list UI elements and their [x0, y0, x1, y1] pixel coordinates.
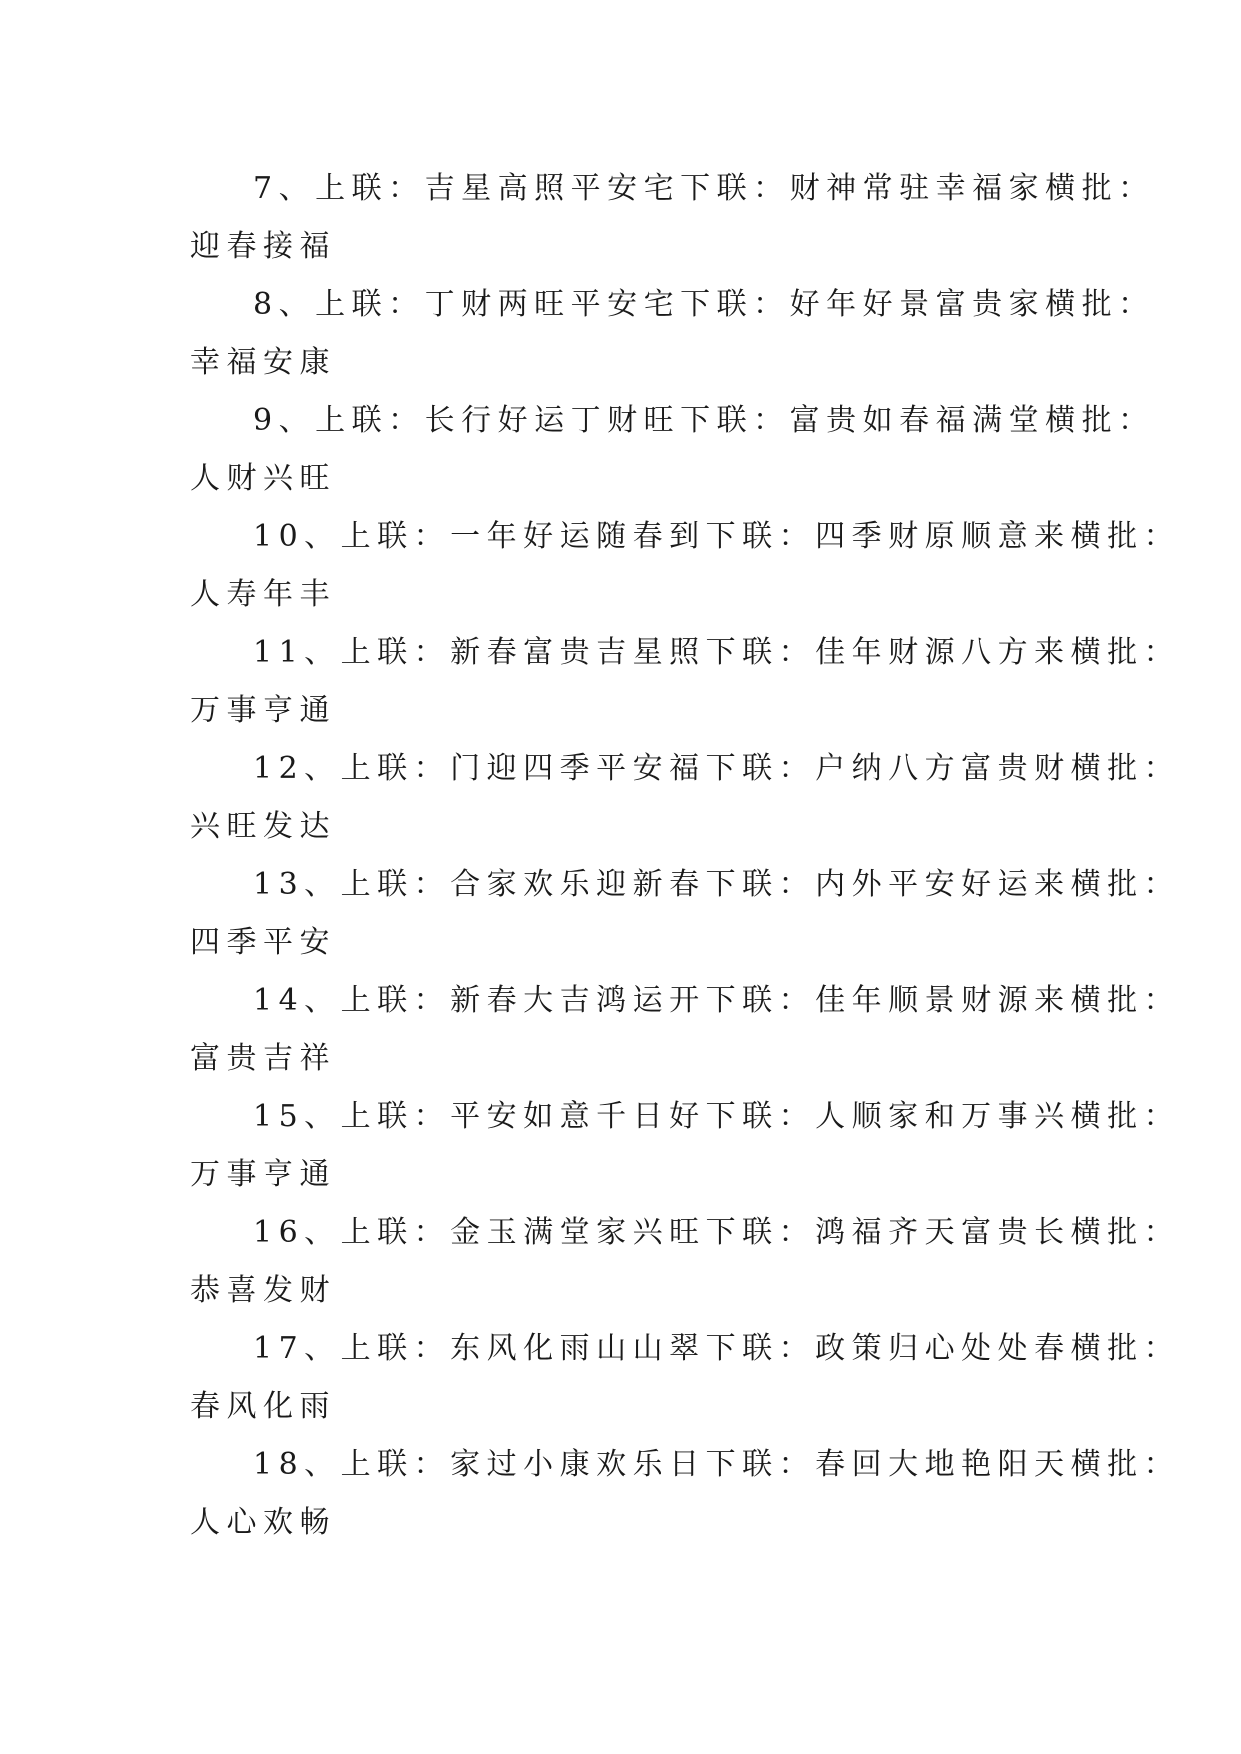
- couplet-horizontal-scroll: 兴旺发达: [190, 809, 336, 844]
- couplet-line: 14、上联：新春大吉鸿运开下联：佳年顺景财源来横批：: [253, 983, 1181, 1018]
- couplet-horizontal-scroll: 迎春接福: [190, 229, 336, 264]
- couplet-horizontal-scroll: 人心欢畅: [190, 1505, 336, 1540]
- couplet-horizontal-scroll: 富贵吉祥: [190, 1041, 336, 1076]
- couplet-line: 10、上联：一年好运随春到下联：四季财原顺意来横批：: [253, 519, 1181, 554]
- couplet-entry-11: [190, 624, 1181, 740]
- couplet-line: 16、上联：金玉满堂家兴旺下联：鸿福齐天富贵长横批：: [253, 1215, 1181, 1250]
- couplet-line: 11、上联：新春富贵吉星照下联：佳年财源八方来横批：: [253, 635, 1181, 670]
- couplet-entry-13: [190, 856, 1181, 972]
- couplet-entry-15: [190, 1088, 1181, 1204]
- couplet-entry-12: [190, 740, 1181, 856]
- couplet-horizontal-scroll: 恭喜发财: [190, 1273, 336, 1308]
- couplet-horizontal-scroll: 人财兴旺: [190, 461, 336, 496]
- couplet-line: 7、上联：吉星高照平安宅下联：财神常驻幸福家横批：: [253, 171, 1155, 206]
- couplet-horizontal-scroll: 四季平安: [190, 925, 336, 960]
- couplet-line: 8、上联：丁财两旺平安宅下联：好年好景富贵家横批：: [253, 287, 1155, 322]
- couplet-entry-14: [190, 972, 1181, 1088]
- couplet-entry-16: [190, 1204, 1181, 1320]
- couplet-horizontal-scroll: 万事亨通: [190, 693, 336, 728]
- couplet-horizontal-scroll: 万事亨通: [190, 1157, 336, 1192]
- couplet-entry-10: [190, 508, 1181, 624]
- couplet-line: 18、上联：家过小康欢乐日下联：春回大地艳阳天横批：: [253, 1447, 1181, 1482]
- couplet-line: 12、上联：门迎四季平安福下联：户纳八方富贵财横批：: [253, 751, 1181, 786]
- couplet-line: 17、上联：东风化雨山山翠下联：政策归心处处春横批：: [253, 1331, 1181, 1366]
- couplet-entry-7: [190, 160, 1155, 276]
- couplet-horizontal-scroll: 春风化雨: [190, 1389, 336, 1424]
- couplet-entry-8: [190, 276, 1155, 392]
- couplet-horizontal-scroll: 人寿年丰: [190, 577, 336, 612]
- couplet-entry-17: [190, 1320, 1181, 1436]
- couplet-entry-9: [190, 392, 1155, 508]
- couplet-line: 9、上联：长行好运丁财旺下联：富贵如春福满堂横批：: [253, 403, 1155, 438]
- couplet-entry-18: [190, 1436, 1181, 1552]
- couplet-line: 15、上联：平安如意千日好下联：人顺家和万事兴横批：: [253, 1099, 1181, 1134]
- document-body: [190, 160, 1181, 1552]
- couplet-horizontal-scroll: 幸福安康: [190, 345, 336, 380]
- couplet-line: 13、上联：合家欢乐迎新春下联：内外平安好运来横批：: [253, 867, 1181, 902]
